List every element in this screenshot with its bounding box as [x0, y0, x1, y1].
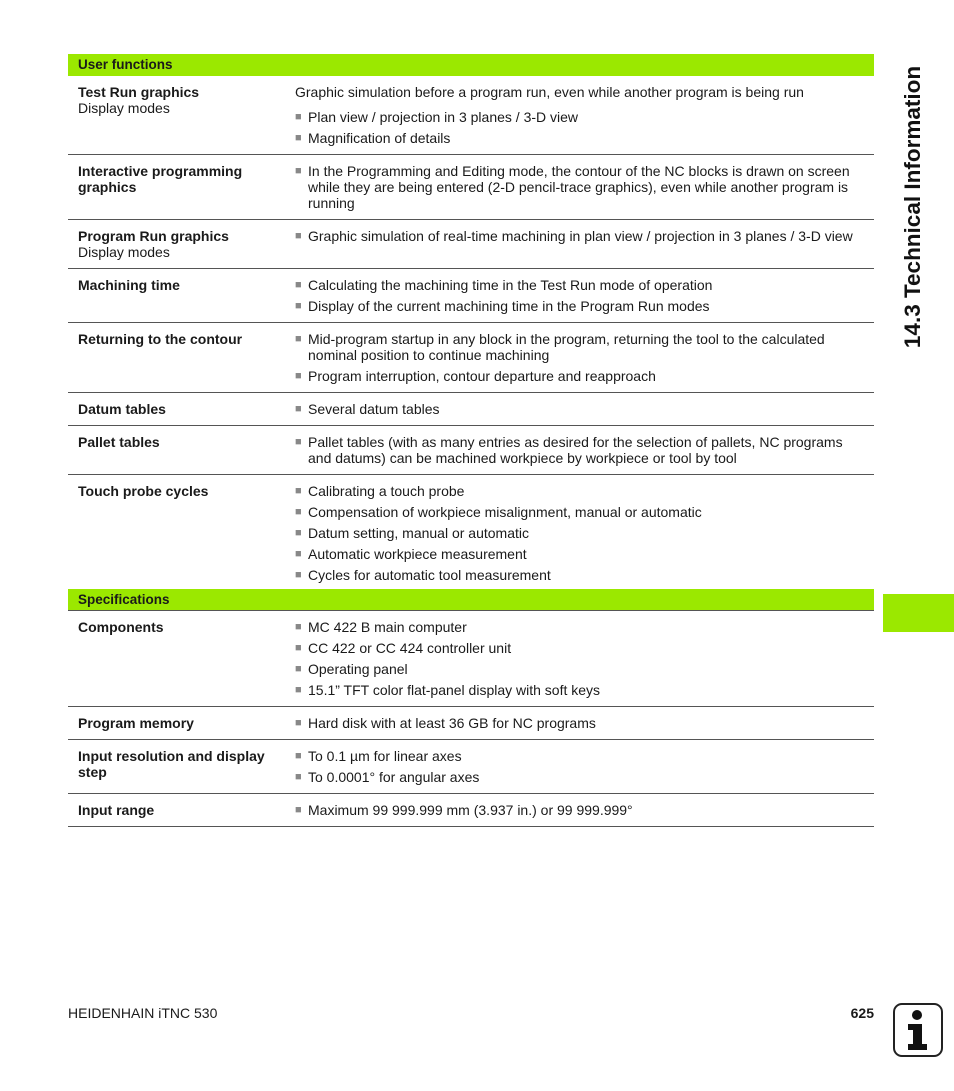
row-title: Components [78, 619, 164, 635]
table-row [68, 611, 874, 707]
list-item-text: Several datum tables [308, 401, 440, 417]
list-item [295, 640, 864, 656]
row-label [68, 434, 295, 466]
table-row [68, 426, 874, 475]
square-bullet-icon: ■ [295, 527, 302, 539]
square-bullet-icon: ■ [295, 279, 302, 291]
list-item [295, 483, 864, 499]
list-item [295, 661, 864, 677]
square-bullet-icon: ■ [295, 506, 302, 518]
row-subtitle: Display modes [78, 100, 170, 116]
list-item [295, 109, 864, 125]
table-row [68, 269, 874, 323]
square-bullet-icon: ■ [295, 621, 302, 633]
row-label [68, 802, 295, 818]
list-item [295, 504, 864, 520]
row-content [295, 401, 874, 417]
square-bullet-icon: ■ [295, 771, 302, 783]
list-item-text: Mid-program startup in any block in the program, returning the tool to the calculated nominal position to continue machining [308, 331, 825, 363]
table-row [68, 155, 874, 220]
row-label [68, 331, 295, 384]
row-content [295, 163, 874, 211]
list-item [295, 525, 864, 541]
square-bullet-icon: ■ [295, 300, 302, 312]
square-bullet-icon: ■ [295, 548, 302, 560]
square-bullet-icon: ■ [295, 804, 302, 816]
row-content [295, 619, 874, 698]
square-bullet-icon: ■ [295, 717, 302, 729]
row-content [295, 331, 874, 384]
row-title: Interactive programming graphics [78, 163, 243, 195]
row-content [295, 748, 874, 785]
row-intro: Graphic simulation before a program run, even while another program is being run [295, 84, 804, 100]
list-item [295, 228, 864, 244]
list-item-text: Magnification of details [308, 130, 451, 146]
square-bullet-icon: ■ [295, 663, 302, 675]
row-title: Touch probe cycles [78, 483, 209, 499]
footer-product-name: HEIDENHAIN iTNC 530 [68, 1005, 218, 1021]
row-label [68, 715, 295, 731]
square-bullet-icon: ■ [295, 370, 302, 382]
list-item [295, 769, 864, 785]
list-item [295, 546, 864, 562]
list-item [295, 130, 864, 146]
list-item [295, 368, 864, 384]
list-item-text: Automatic workpiece measurement [308, 546, 527, 562]
list-item-text: Maximum 99 999.999 mm (3.937 in.) or 99 999.999° [308, 802, 633, 818]
row-title: Program Run graphics [78, 228, 229, 244]
table-row [68, 393, 874, 426]
user-functions-header: User functions [68, 54, 874, 76]
list-item-text: Display of the current machining time in the Program Run modes [308, 298, 710, 314]
list-item-text: 15.1” TFT color flat-panel display with soft keys [308, 682, 601, 698]
list-item [295, 401, 864, 417]
list-item-text: Graphic simulation of real-time machining in plan view / projection in 3 planes / 3-D view [308, 228, 853, 244]
list-item [295, 277, 864, 293]
square-bullet-icon: ■ [295, 230, 302, 242]
table-row [68, 76, 874, 155]
square-bullet-icon: ■ [295, 436, 302, 448]
list-item [295, 748, 864, 764]
table-row [68, 740, 874, 794]
list-item-text: Calculating the machining time in the Test Run mode of operation [308, 277, 713, 293]
list-item-text: Datum setting, manual or automatic [308, 525, 529, 541]
square-bullet-icon: ■ [295, 569, 302, 581]
row-label [68, 401, 295, 417]
list-item-text: Calibrating a touch probe [308, 483, 465, 499]
row-label [68, 619, 295, 698]
list-item [295, 331, 864, 363]
list-item-text: Operating panel [308, 661, 408, 677]
row-title: Test Run graphics [78, 84, 200, 100]
square-bullet-icon: ■ [295, 165, 302, 177]
row-label [68, 483, 295, 583]
square-bullet-icon: ■ [295, 333, 302, 345]
list-item-text: Plan view / projection in 3 planes / 3-D view [308, 109, 579, 125]
list-item-text: Cycles for automatic tool measurement [308, 567, 551, 583]
side-section-title [896, 37, 930, 377]
list-item-text: In the Programming and Editing mode, the contour of the NC blocks is drawn on screen while they are being entered (2-D pencil-trace graphics), even while another program is running [308, 163, 850, 211]
list-item-text: To 0.1 µm for linear axes [308, 748, 462, 764]
chapter-tab [883, 594, 954, 632]
row-title: Pallet tables [78, 434, 160, 450]
row-label [68, 277, 295, 314]
row-label [68, 228, 295, 260]
row-content [295, 802, 874, 818]
row-content [295, 715, 874, 731]
page-number: 625 [850, 1005, 874, 1021]
square-bullet-icon: ■ [295, 684, 302, 696]
list-item [295, 715, 864, 731]
square-bullet-icon: ■ [295, 132, 302, 144]
list-item-text: CC 422 or CC 424 controller unit [308, 640, 512, 656]
row-label [68, 163, 295, 211]
list-item-text: Compensation of workpiece misalignment, manual or automatic [308, 504, 702, 520]
specifications-header: Specifications [68, 589, 874, 611]
row-subtitle: Display modes [78, 244, 170, 260]
table-row [68, 707, 874, 740]
list-item [295, 434, 864, 466]
table-row [68, 475, 874, 592]
list-item-text: Hard disk with at least 36 GB for NC programs [308, 715, 596, 731]
specifications-table [68, 589, 874, 827]
list-item [295, 802, 864, 818]
row-content [295, 434, 874, 466]
row-title: Datum tables [78, 401, 166, 417]
row-title: Input resolution and display step [78, 748, 265, 780]
table-row [68, 220, 874, 269]
list-item-text: Program interruption, contour departure and reapproach [308, 368, 656, 384]
row-content [295, 483, 874, 583]
row-content [295, 84, 874, 146]
list-item [295, 682, 864, 698]
table-row [68, 323, 874, 393]
user-functions-rows [68, 76, 874, 592]
specifications-rows [68, 611, 874, 827]
list-item [295, 619, 864, 635]
list-item [295, 298, 864, 314]
list-item [295, 567, 864, 583]
square-bullet-icon: ■ [295, 403, 302, 415]
row-title: Machining time [78, 277, 180, 293]
square-bullet-icon: ■ [295, 750, 302, 762]
row-label [68, 84, 295, 146]
square-bullet-icon: ■ [295, 485, 302, 497]
list-item-text: Pallet tables (with as many entries as desired for the selection of pallets, NC programs and datums) can be machined workpiece by workpiece or tool by tool [308, 434, 843, 466]
table-row [68, 794, 874, 827]
square-bullet-icon: ■ [295, 642, 302, 654]
row-title: Program memory [78, 715, 194, 731]
user-functions-table [68, 54, 874, 592]
list-item-text: To 0.0001° for angular axes [308, 769, 480, 785]
side-section-title-text: 14.3 Technical Information [900, 65, 925, 349]
info-icon [893, 1003, 943, 1057]
row-title: Returning to the contour [78, 331, 243, 347]
row-content [295, 228, 874, 260]
row-label [68, 748, 295, 785]
row-content [295, 277, 874, 314]
list-item-text: MC 422 B main computer [308, 619, 467, 635]
row-title: Input range [78, 802, 155, 818]
square-bullet-icon: ■ [295, 111, 302, 123]
list-item [295, 163, 864, 211]
